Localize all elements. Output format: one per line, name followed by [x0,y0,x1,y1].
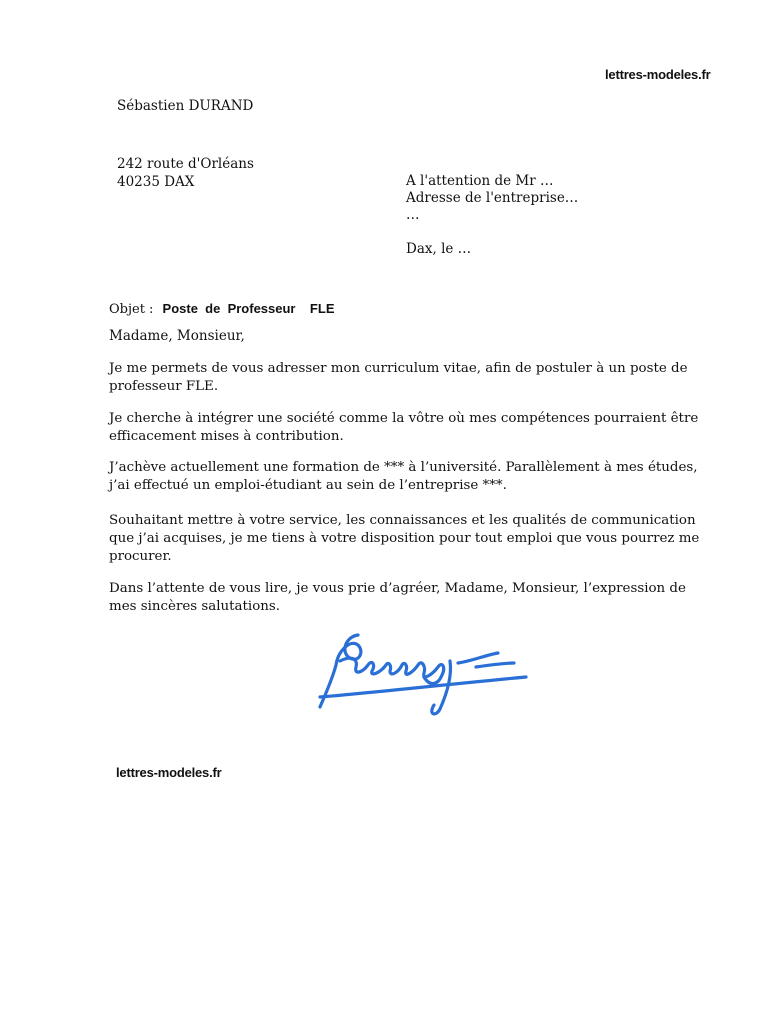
signature-stroke-underline [320,677,526,697]
signature-stroke-dash-1 [458,653,498,663]
paragraph-5 [109,580,709,616]
sender-address-line1: 242 route d'Orléans [117,156,254,172]
subject-line [109,298,335,319]
paragraph-2 [109,410,709,446]
site-name-top: lettres-modeles.fr [605,67,711,82]
paragraph-4-text: Souhaitant mettre à votre service, les connaissances et les qualités de communication que j’ai acquises, je me tiens à votre disposition pour tout emploi que vous pourrez me procurer. [109,513,700,565]
date-line: Dax, le … [406,241,472,257]
greeting: Madame, Monsieur, [109,328,245,344]
paragraph-3 [109,459,709,495]
paragraph-5-text: Dans l’attente de vous lire, je vous prie d’agréer, Madame, Monsieur, l’expression de mes sincères salutations. [109,581,686,615]
paragraph-1-text: Je me permets de vous adresser mon curriculum vitae, afin de postuler à un poste de professeur FLE. [109,361,688,395]
site-name-bottom: lettres-modeles.fr [116,765,222,780]
recipient-attention: A l'attention de Mr … [406,173,554,189]
paragraph-1 [109,360,709,396]
sender-address-line2: 40235 DAX [117,174,195,190]
recipient-company-address: Adresse de l'entreprise… [406,190,579,206]
recipient-extra-line: … [406,207,420,223]
paragraph-4 [109,512,709,567]
paragraph-3-text: J’achève actuellement une formation de *** à l’université. Parallèlement à mes études, j’ai effectué un emploi-étudiant au sein de l’entreprise ***. [109,460,698,494]
signature-stroke-dash-2 [476,663,514,667]
handwritten-signature [300,625,540,720]
sender-name: Sébastien DURAND [117,98,254,114]
subject-text: Poste de Professeur FLE [162,301,335,316]
paragraph-2-text: Je cherche à intégrer une société comme la vôtre où mes compétences pourraient être efficacement mises à contribution. [109,411,699,445]
subject-label: Objet : [109,302,154,317]
signature-stroke-main [340,658,444,683]
